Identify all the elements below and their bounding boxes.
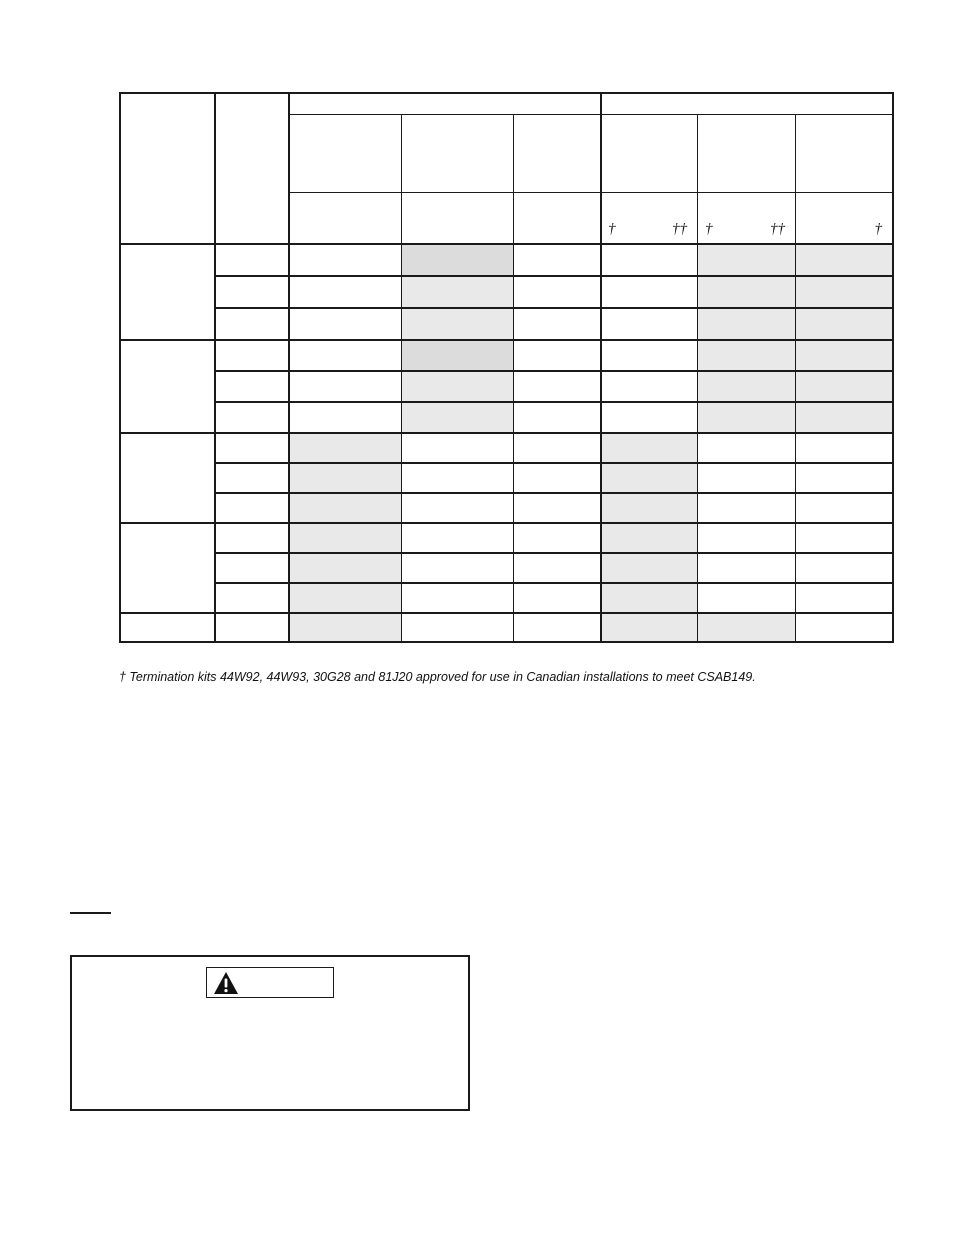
table-cell-shaded [600,552,697,582]
section-rule [70,912,111,914]
table-cell-shaded [795,401,892,432]
table-cell-shaded [795,339,892,370]
header-dagger-mark: †† [770,221,785,237]
table-col-line [600,92,602,641]
table-cell-shaded [697,307,795,339]
table-cell-shaded [288,612,401,641]
table-cell-shaded [795,275,892,307]
table-cell-shaded [401,307,513,339]
table-row-line [119,522,892,524]
table-cell-shaded [401,243,513,275]
table-cell-shaded [401,401,513,432]
table-row-line [214,462,892,464]
table-col-line [288,92,290,641]
table-cell-shaded [600,492,697,522]
table-cell-shaded [288,492,401,522]
table-col-line [513,114,514,641]
table-cell-shaded [288,522,401,552]
table-row-line [214,401,892,403]
table-border-top [119,92,894,94]
table-col-line [401,114,402,641]
table-cell-shaded [795,243,892,275]
table-cell-shaded [600,612,697,641]
table-cell-shaded [401,275,513,307]
table-row-line [214,275,892,277]
header-dagger-mark: †† [672,221,687,237]
table-cell-shaded [697,275,795,307]
table-cell-shaded [401,370,513,401]
table-border-right [892,92,894,643]
table-row-line [214,307,892,309]
table-row-line [214,492,892,494]
table-cell-shaded [697,612,795,641]
table-cell-shaded [697,339,795,370]
table-row-line [119,432,892,434]
table-row-line [119,339,892,341]
table-col-line [795,114,796,641]
table-footnote: † Termination kits 44W92, 44W93, 30G28 and 81J20 approved for use in Canadian installations to meet CSAB149. [119,670,756,684]
table-row-line [119,612,892,614]
table-cell-shaded [600,432,697,462]
table-border-left [119,92,121,643]
header-dagger-mark: † [608,221,616,237]
table-cell-shaded [697,370,795,401]
table-header-bottom-line [119,243,892,245]
header-dagger-mark: † [705,221,713,237]
table-cell-shaded [288,462,401,492]
table-header-line [288,192,892,193]
warning-label-box [206,967,334,998]
table-border-bottom [119,641,894,643]
header-dagger-mark: † [874,221,882,237]
table-col-line [214,92,216,641]
table-cell-shaded [600,462,697,492]
table-cell-shaded [600,582,697,612]
table-cell-shaded [288,432,401,462]
table-row-line [214,552,892,554]
table-cell-shaded [401,339,513,370]
table-row-line [214,370,892,372]
table-col-line [697,114,698,641]
warning-triangle-icon [213,971,239,995]
table-row-line [214,582,892,584]
table-cell-shaded [288,582,401,612]
table-cell-shaded [697,401,795,432]
table-cell-shaded [697,243,795,275]
table-cell-shaded [795,370,892,401]
table-header-line [288,114,892,115]
warning-box [70,955,470,1111]
table-cell-shaded [288,552,401,582]
table-cell-shaded [795,307,892,339]
table-cell-shaded [600,522,697,552]
